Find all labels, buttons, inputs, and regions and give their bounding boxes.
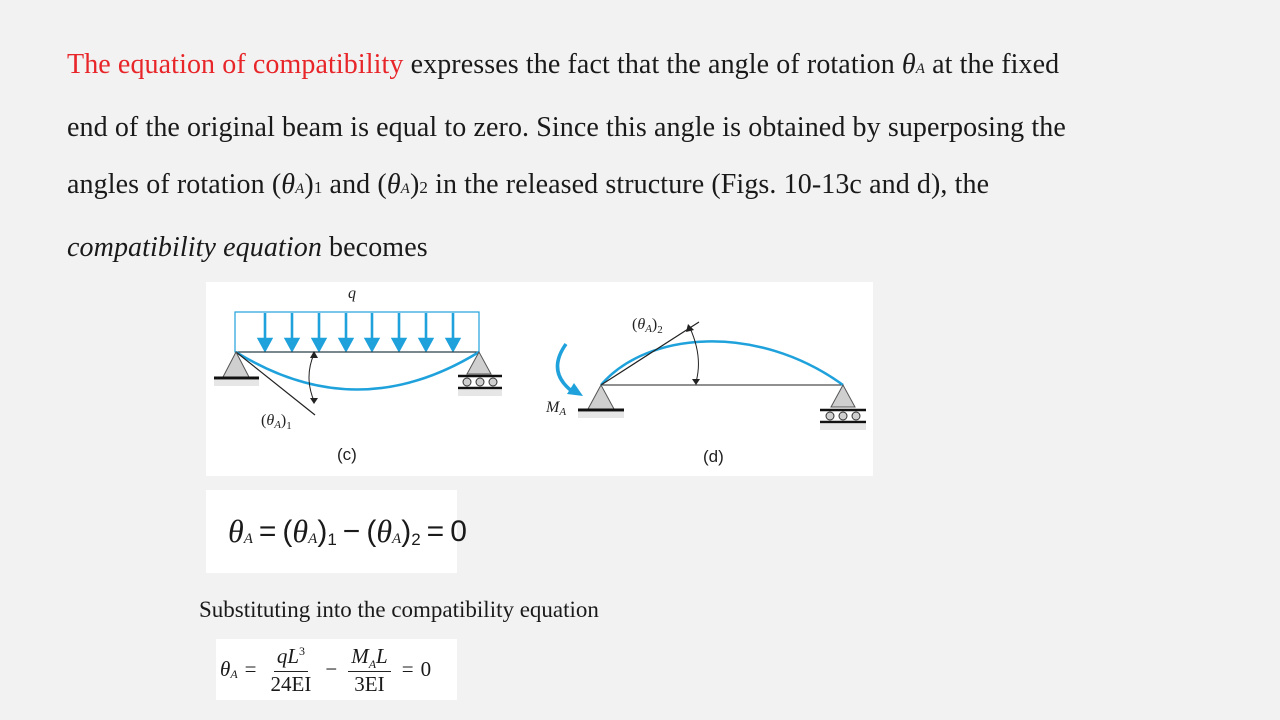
beam-diagram-svg: [206, 282, 873, 476]
paragraph-line-2: end of the original beam is equal to zero. Since this angle is obtained by superposing the: [67, 111, 1066, 143]
text-run: and (: [322, 169, 387, 200]
subscript-2: 2: [419, 178, 428, 197]
subscript-2: 2: [411, 529, 421, 549]
distributed-load-box: [235, 312, 479, 352]
angle-arc-c: [309, 354, 314, 401]
subscript-a: A: [295, 181, 305, 197]
subscript-a: A: [392, 531, 402, 547]
numerator-ql: qL: [276, 643, 300, 668]
paragraph-line-1: [67, 36, 1217, 99]
text-run: angles of rotation (: [67, 169, 282, 200]
text-run: in the released structure (Figs. 10-13c and d), the: [427, 169, 990, 200]
text-run: expresses the fact that the angle of rotation: [403, 49, 902, 80]
moment-arrow-ma: [557, 344, 573, 392]
pin-support-left-d: [588, 385, 614, 409]
roller-support-right-d: [831, 385, 855, 407]
open-paren: (: [366, 514, 377, 548]
roller: [463, 378, 471, 386]
paragraph-line-3: [67, 156, 1217, 219]
italic-term: compatibility equation: [67, 231, 322, 263]
highlight-term: The equation of compatibility: [67, 49, 404, 80]
angle-label-1: $(\theta A)_1$: [261, 412, 292, 432]
subscript-a: A: [308, 531, 318, 547]
arc-arrowhead: [692, 379, 700, 385]
theta-symbol: θ: [228, 513, 244, 549]
deflection-curve-d: [601, 341, 843, 385]
text-run: at the fixed: [925, 49, 1060, 80]
load-arrows: [259, 313, 459, 350]
fraction-ql3: [268, 644, 315, 696]
zero: 0: [420, 657, 432, 681]
beam-figure: [206, 282, 873, 476]
numerator: [348, 644, 391, 672]
angle-label-2: $(\theta A)_2$: [632, 316, 663, 336]
substituted-equation: [216, 639, 457, 700]
numerator-m: M: [351, 643, 369, 668]
ground-shadow: [458, 390, 502, 396]
ground-shadow: [820, 424, 866, 430]
subscript-1: 1: [327, 529, 337, 549]
theta-symbol: θ: [281, 169, 296, 200]
subscript-a: A: [230, 667, 238, 681]
roller: [852, 412, 860, 420]
close-paren: ): [401, 514, 412, 548]
deflection-curve-c: [236, 352, 479, 390]
roller: [476, 378, 484, 386]
theta-symbol: θ: [376, 513, 393, 549]
denominator-24ei: 24EI: [270, 671, 312, 696]
minus-sign: −: [325, 657, 338, 681]
compatibility-equation: [206, 490, 467, 573]
close-paren: ): [317, 514, 328, 548]
open-paren: (: [282, 514, 293, 548]
exponent-3: 3: [299, 643, 306, 658]
close-paren: ): [409, 169, 420, 200]
fig-c-caption: (c): [337, 445, 357, 464]
equals-sign: =: [426, 514, 445, 548]
moment-label-ma: MA: [546, 399, 567, 418]
paragraph-line-4: [67, 219, 1217, 277]
roller: [839, 412, 847, 420]
subscript-a: A: [243, 531, 253, 547]
substituting-caption: Substituting into the compatibility equation: [199, 597, 599, 622]
subscript-a: A: [400, 181, 410, 197]
subscript-a: A: [368, 656, 377, 671]
equals-sign: =: [258, 514, 277, 548]
fig-d-caption: (d): [703, 447, 724, 466]
equals-sign: =: [401, 657, 414, 681]
close-paren: ): [304, 169, 314, 200]
text-run: becomes: [321, 231, 428, 263]
zero: 0: [450, 514, 467, 548]
numerator: [274, 644, 308, 672]
ground-shadow: [214, 380, 259, 386]
theta-symbol: θ: [220, 657, 231, 681]
roller-support-right-c: [467, 352, 491, 374]
load-label-q: q: [348, 285, 356, 302]
pin-support-left-c: [223, 352, 249, 377]
theta-symbol: θ: [292, 513, 309, 549]
theta-symbol: θ: [901, 49, 916, 80]
fraction-mal: [348, 644, 391, 696]
angle-arc-d: [690, 328, 698, 382]
ground-shadow: [578, 412, 624, 418]
arc-arrowhead: [686, 324, 694, 332]
theta-symbol: θ: [386, 169, 401, 200]
numerator-l: L: [376, 643, 388, 668]
roller: [489, 378, 497, 386]
equals-sign: =: [244, 657, 257, 681]
subscript-1: 1: [313, 178, 323, 197]
body-paragraph: [67, 36, 1217, 276]
minus-sign: −: [342, 514, 361, 548]
roller: [826, 412, 834, 420]
arc-arrowhead: [310, 398, 318, 404]
denominator-3ei: 3EI: [354, 671, 385, 696]
subscript-a: A: [915, 61, 926, 77]
